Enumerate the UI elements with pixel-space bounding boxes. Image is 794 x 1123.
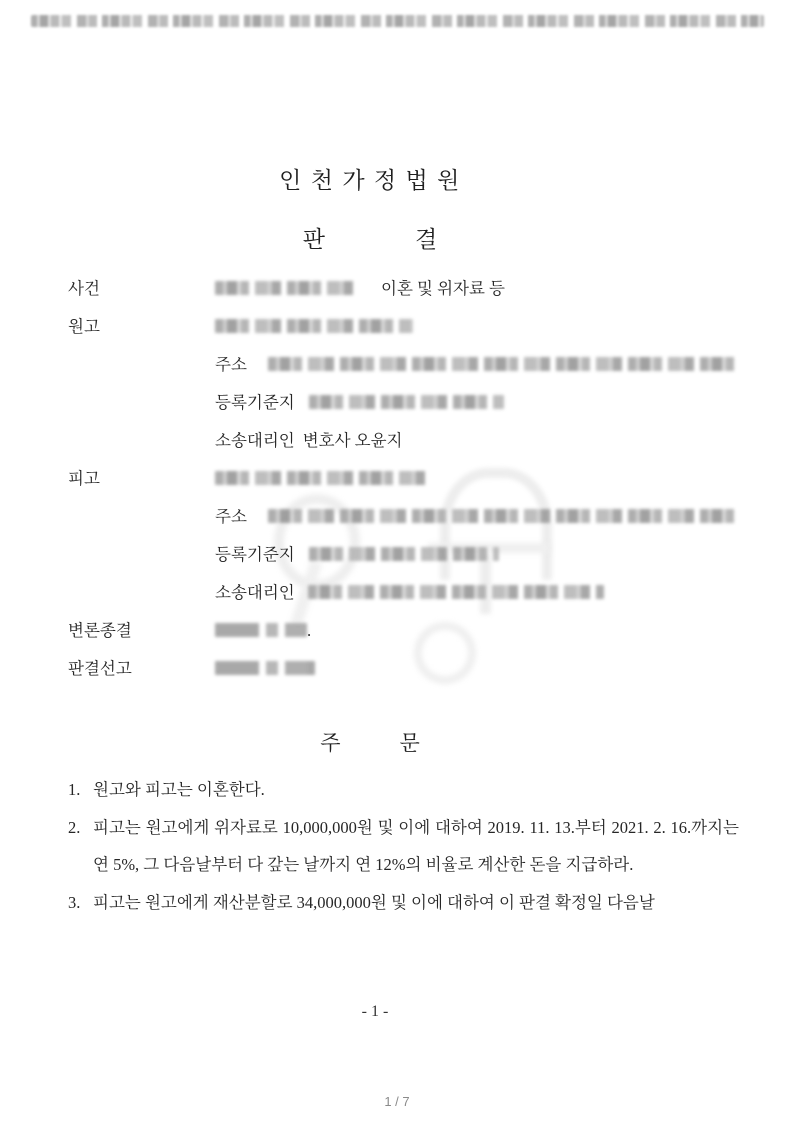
plaintiff-registry-row [68, 393, 758, 431]
plaintiff-label: 원고 [68, 317, 100, 336]
document-page-number: - 1 - [361, 1003, 389, 1020]
order-item-2 [68, 809, 739, 884]
redacted-defendant-address [268, 509, 740, 523]
defendant-address-row [68, 507, 758, 545]
redacted-case-number [215, 281, 355, 295]
address-label: 주소 [215, 355, 247, 374]
redacted-plaintiff-name [215, 319, 413, 333]
order-item-number: 1. [68, 780, 81, 799]
redacted-header-line [31, 15, 764, 27]
address-label: 주소 [215, 507, 247, 526]
redacted-defendant-name [215, 471, 427, 485]
registry-label: 등록기준지 [215, 393, 295, 412]
plaintiff-counsel-row [68, 431, 758, 469]
judgment-title-char: 판 [302, 226, 325, 252]
case-label: 사건 [68, 279, 100, 298]
judgment-title-char: 결 [415, 226, 438, 252]
judgment-title [0, 221, 740, 254]
redacted-judgment-date [215, 661, 315, 675]
judgment-date-label: 판결선고 [68, 659, 132, 678]
court-title: 인 천 가 정 법 원 [279, 167, 461, 193]
order-section-title-char: 주 [320, 732, 341, 755]
counsel-label: 소송대리인 [215, 583, 295, 602]
plaintiff-row [68, 317, 758, 355]
plaintiff-counsel-name: 변호사 오윤지 [302, 431, 403, 450]
order-section-title [0, 727, 740, 757]
redacted-defendant-counsel [308, 585, 604, 599]
redacted-plaintiff-registry [309, 395, 504, 409]
case-header-block [68, 279, 758, 697]
counsel-label: 소송대리인 [215, 431, 295, 450]
order-item-text: 피고는 원고에게 위자료로 10,000,000원 및 이에 대하여 2019. 11. 13.부터 2021. 2. 16.까지는 연 5%, 그 다음날부터 다 갚는 날까지 연 12%의 비율로 계산한 돈을 지급하라. [93, 817, 739, 874]
order-item-text: 피고는 원고에게 재산분할로 34,000,000원 및 이에 대하여 이 판결 확정일 다음날 [93, 892, 655, 912]
viewer-page-indicator: 1 / 7 [384, 1094, 410, 1109]
order-item-number: 2. [68, 817, 81, 837]
redacted-defendant-registry [309, 547, 499, 561]
defendant-row [68, 469, 758, 507]
case-row [68, 279, 758, 317]
registry-label: 등록기준지 [215, 545, 295, 564]
hearing-closed-row [68, 621, 758, 659]
order-item-3 [68, 884, 739, 922]
defendant-registry-row [68, 545, 758, 583]
judgment-date-row [68, 659, 758, 697]
order-list [68, 771, 739, 921]
defendant-label: 피고 [68, 469, 100, 488]
redacted-hearing-date [215, 623, 307, 637]
order-item-text: 원고와 피고는 이혼한다. [93, 780, 265, 799]
plaintiff-address-row [68, 355, 758, 393]
order-section-title-char: 문 [399, 732, 420, 755]
redacted-plaintiff-address [268, 357, 736, 371]
hearing-closed-label: 변론종결 [68, 621, 132, 640]
defendant-counsel-row [68, 583, 758, 621]
case-type: 이혼 및 위자료 등 [381, 279, 505, 298]
order-item-number: 3. [68, 892, 81, 912]
hearing-date-period: . [307, 621, 312, 640]
order-item-1 [68, 771, 739, 809]
